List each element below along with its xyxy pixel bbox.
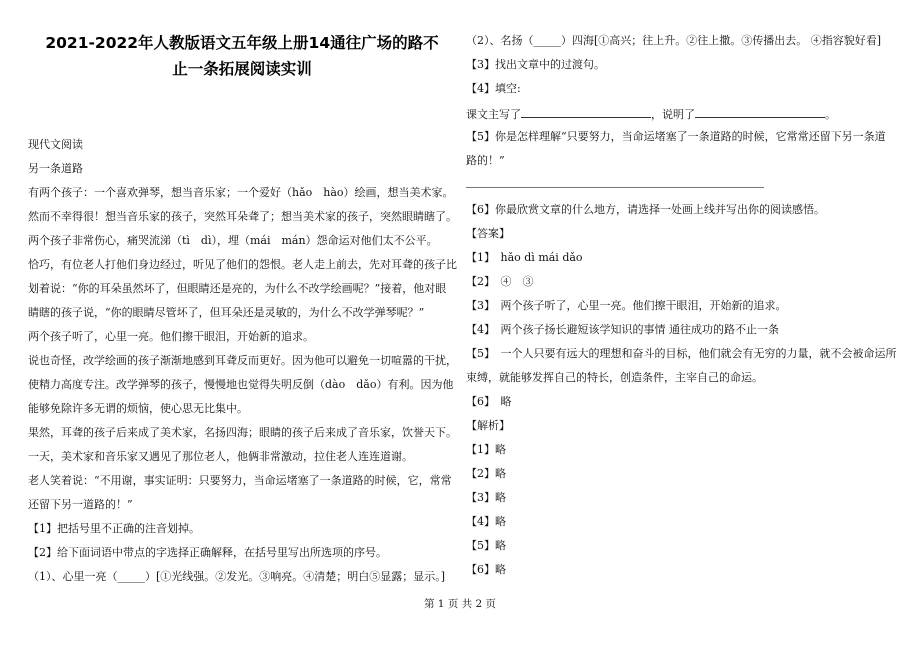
page-footer: 第 1 页 共 2 页 bbox=[423, 598, 497, 610]
paragraph: 一天，美术家和音乐家又遇见了那位老人，他俩非常激动，拉住老人连连道谢。 bbox=[28, 450, 413, 463]
paragraph: 说也奇怪，改学绘画的孩子渐渐地感到耳聋反而更好。因为他可以避免一切喧嚣的干扰， bbox=[28, 354, 457, 367]
paragraph: 恰巧，有位老人打他们身边经过，听见了他们的怨恨。老人走上前去，先对耳聋的孩子比 bbox=[28, 258, 457, 271]
question-2-item-2: （2）、名扬（_____）四海[①高兴；往上升。②往上撒。③传播出去。 ④指容貌好看] bbox=[466, 34, 882, 47]
left-column bbox=[28, 0, 457, 583]
question-2-item-1: （1）、心里一亮（_____）[①光线强。②发光。③响亮。④清楚；明白⑤显露；显示。] bbox=[28, 570, 446, 583]
answer-1: 【1】 hǎo dì mái dǎo bbox=[466, 251, 583, 264]
question-4-fill: 课文主写了 ，说明了 。 bbox=[466, 108, 836, 121]
question-6: 【6】你最欣赏文章的什么地方，请选择一处画上线并写出你的阅读感悟。 bbox=[466, 203, 825, 216]
analysis-heading: 【解析】 bbox=[466, 419, 510, 432]
analysis-1: 【1】略 bbox=[466, 443, 506, 456]
paragraph: 两个孩子非常伤心，痛哭流涕（tì dì），埋（mái mán）怨命运对他们太不公平。 bbox=[28, 234, 438, 247]
question-5-cont: 路的！” bbox=[466, 154, 505, 167]
fill-blank-2[interactable] bbox=[695, 106, 825, 118]
paragraph: 两个孩子听了，心里一亮。他们擦干眼泪，开始新的追求。 bbox=[28, 330, 314, 343]
question-1: 【1】把括号里不正确的注音划掉。 bbox=[28, 522, 200, 535]
answer-blank[interactable]: _____ bbox=[117, 570, 145, 583]
section-heading: 现代文阅读 bbox=[28, 138, 83, 151]
paragraph: 使精力高度专注。改学弹琴的孩子，慢慢地也觉得失明反倒（dào dǎo）有利。因为他 bbox=[28, 378, 454, 391]
analysis-5: 【5】略 bbox=[466, 539, 506, 552]
paragraph: 还留下另一道路的！” bbox=[28, 498, 133, 511]
answer-6: 【6】 略 bbox=[466, 395, 512, 408]
story-title: 另一条道路 bbox=[28, 162, 83, 175]
question-2: 【2】给下面词语中带点的字选择正确解释，在括号里写出所选项的序号。 bbox=[28, 546, 387, 559]
paragraph: 然而不幸得很！想当音乐家的孩子，突然耳朵聋了；想当美术家的孩子，突然眼睛瞎了。 bbox=[28, 210, 457, 223]
fill-blank-1[interactable] bbox=[521, 106, 651, 118]
analysis-4: 【4】略 bbox=[466, 515, 506, 528]
answer-5-cont: 束缚，就能够发挥自己的特长，创造条件，主宰自己的命运。 bbox=[466, 371, 763, 384]
question-5: 【5】你是怎样理解“只要努力，当命运堵塞了一条道路的时候，它常常还留下另一条道 bbox=[466, 130, 886, 143]
paragraph: 睛瞎的孩子说，“你的眼睛尽管坏了，但耳朵还是灵敏的，为什么不改学弹琴呢？” bbox=[28, 306, 425, 319]
answer-2: 【2】 ④ ③ bbox=[466, 275, 534, 288]
paragraph: 能够免除许多无谓的烦恼，使心思无比集中。 bbox=[28, 402, 248, 415]
question-4: 【4】填空: bbox=[466, 82, 521, 95]
paragraph: 有两个孩子：一个喜欢弹琴，想当音乐家；一个爱好（hǎo hào）绘画，想当美术家。 bbox=[28, 186, 454, 199]
paragraph: 老人笑着说：“不用谢，事实证明：只要努力，当命运堵塞了一条道路的时候，它，常常 bbox=[28, 474, 452, 487]
paragraph: 果然，耳聋的孩子后来成了美术家，名扬四海；眼睛的孩子后来成了音乐家，饮誉天下。 bbox=[28, 426, 457, 439]
answer-blank[interactable]: _____ bbox=[533, 34, 561, 47]
question-3: 【3】找出文章中的过渡句。 bbox=[466, 58, 605, 71]
analysis-3: 【3】略 bbox=[466, 491, 506, 504]
answer-line[interactable] bbox=[466, 187, 764, 188]
answer-4: 【4】 两个孩子扬长避短该学知识的事情 通往成功的路不止一条 bbox=[466, 323, 779, 336]
analysis-2: 【2】略 bbox=[466, 467, 506, 480]
answer-3: 【3】 两个孩子听了，心里一亮。他们擦干眼泪，开始新的追求。 bbox=[466, 299, 787, 312]
paragraph: 划着说：“你的耳朵虽然坏了，但眼睛还是亮的，为什么不改学绘画呢？”接着，他对眼 bbox=[28, 282, 447, 295]
analysis-6: 【6】略 bbox=[466, 563, 506, 576]
page-title: 2021-2022年人教版语文五年级上册14通往广场的路不 止一条拓展阅读实训 bbox=[45, 34, 439, 78]
answer-5: 【5】 一个人只要有远大的理想和奋斗的目标，他们就会有无穷的力量，就不会被命运所 bbox=[466, 347, 897, 360]
answer-heading: 【答案】 bbox=[466, 227, 510, 240]
